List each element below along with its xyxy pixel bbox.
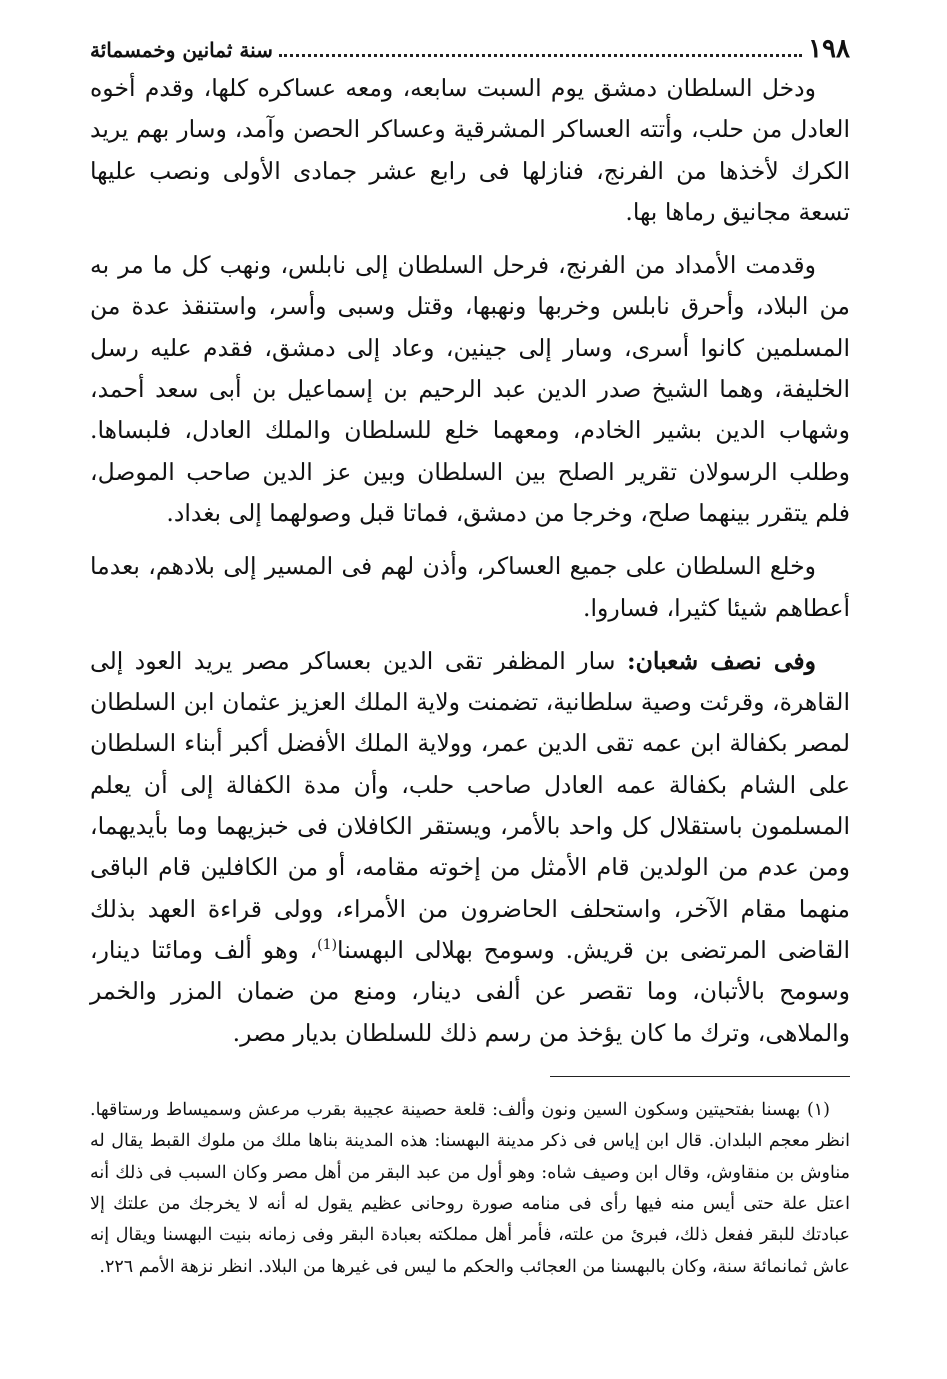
footnote-text: بهسنا بفتحيتين وسكون السين ونون وألف: قلعة حصينة عجيبة بقرب مرعش وسميساط ورستاقها. انظر معجم البلدان. قال ابن إياس فى ذكر مدينة البهسنا: هذه المدينة بناها ملك من ملوك القبط يقال له مناوش بن منقاوش، وقال ابن وصيف شاه: وهو أول من عبد البقر من أهل مصر وكان السبب فى ذلك أنه اعتل علة حتى أيس منه فيها رأى فى منامه صورة روحانى عظيم يقول له أنه لا يخرجك من علتك إلا عبادتك للبقر ففعل ذلك، فبرئ من علته، فأمر أهل مملكته بعبادة البقر وفى زمانه بنيت البهسنا ويقال إنه عاش ثمانمائة سنة، وكان بالبهسنا من العجائب والحكم ما ليس فى غيرها من البلاد. انظر نزهة الأمم ٢٢٦. [90, 1099, 850, 1277]
paragraph [90, 68, 850, 233]
paragraph [90, 245, 850, 534]
page-number: ١٩٨ [808, 34, 850, 64]
header-dot-leader [279, 54, 802, 57]
paragraph [90, 641, 850, 1054]
paragraph-text: ودخل السلطان دمشق يوم السبت سابعه، ومعه عساكره كلها، وقدم أخوه العادل من حلب، وأتته العساكر المشرقية وعساكر الحصن وآمد، وسار بهم يريد الكرك لأخذها من الفرنج، فنازلها فى رابع عشر جمادى الأولى ونصب عليها تسعة مجانيق رماها بها. [90, 74, 850, 226]
paragraph-text: وخلع السلطان على جميع العساكر، وأذن لهم فى المسير إلى بلادهم، بعدما أعطاهم شيئا كثيرا، فساروا. [90, 552, 850, 622]
book-page [90, 34, 850, 1283]
footnote-marker: (١) [806, 1099, 830, 1120]
paragraph-text: وقدمت الأمداد من الفرنج، فرحل السلطان إلى نابلس، ونهب كل ما مر به من البلاد، وأحرق نابلس وخربها ونهبها، وقتل وسبى وأسر، واستنقذ عدة من المسلمين كانوا أسرى، وسار إلى جينين، وعاد إلى دمشق، فقدم عليه رسل الخليفة، وهما الشيخ صدر الدين عبد الرحيم بن إسماعيل بن أبى سعد أحمد، وشهاب الدين بشير الخادم، ومعهما خلع للسلطان والملك العادل، فلبساها. وطلب الرسولان تقرير الصلح بين السلطان وبين عز الدين صاحب الموصل، فلم يتقرر بينهما صلح، وخرجا من دمشق، فماتا قبل وصولهما إلى بغداد. [90, 251, 850, 527]
footnote-divider [550, 1076, 850, 1077]
paragraph [90, 546, 850, 629]
running-title: سنة ثمانين وخمسمائة [90, 38, 273, 62]
footnote-reference[interactable]: (1) [317, 937, 338, 954]
footnote [90, 1095, 850, 1283]
paragraph-text: سار المظفر تقى الدين بعساكر مصر يريد العود إلى القاهرة، وقرئت وصية سلطانية، تضمنت ولاية الملك العزيز عثمان ابن السلطان لمصر بكفالة ابن عمه تقى الدين عمر، وولاية الملك الأفضل أكبر أبناء السلطان على الشام بكفالة عمه العادل صاحب حلب، وأن مدة الكفالة إلى أن يعلم المسلمون باستقلال كل واحد بالأمر، ويستقر الكافلان فى خبزيهما وما بأيديهما، ومن عدم من الولدين قام الأمثل من إخوته مقامه، أو من الكافلين قام الباقى منهما مقام الآخر، واستحلف الحاضرون من الأمراء، وولى قراءة العهد بذلك القاضى المرتضى بن قريش. وسومح بهلالى البهسنا [90, 646, 850, 964]
paragraph-lead: وفى نصف شعبان: [626, 646, 816, 675]
paragraph-text-tail: ، وهو ألف ومائتا دينار، وسومح بالأتبان، وما تقصر عن ألفى دينار، ومنع من ضمان المزر والخمر والملاهى، وترك ما كان يؤخذ من رسم ذلك للسلطان بديار مصر. [90, 935, 850, 1047]
page-header [90, 34, 850, 68]
main-text [90, 68, 850, 1054]
